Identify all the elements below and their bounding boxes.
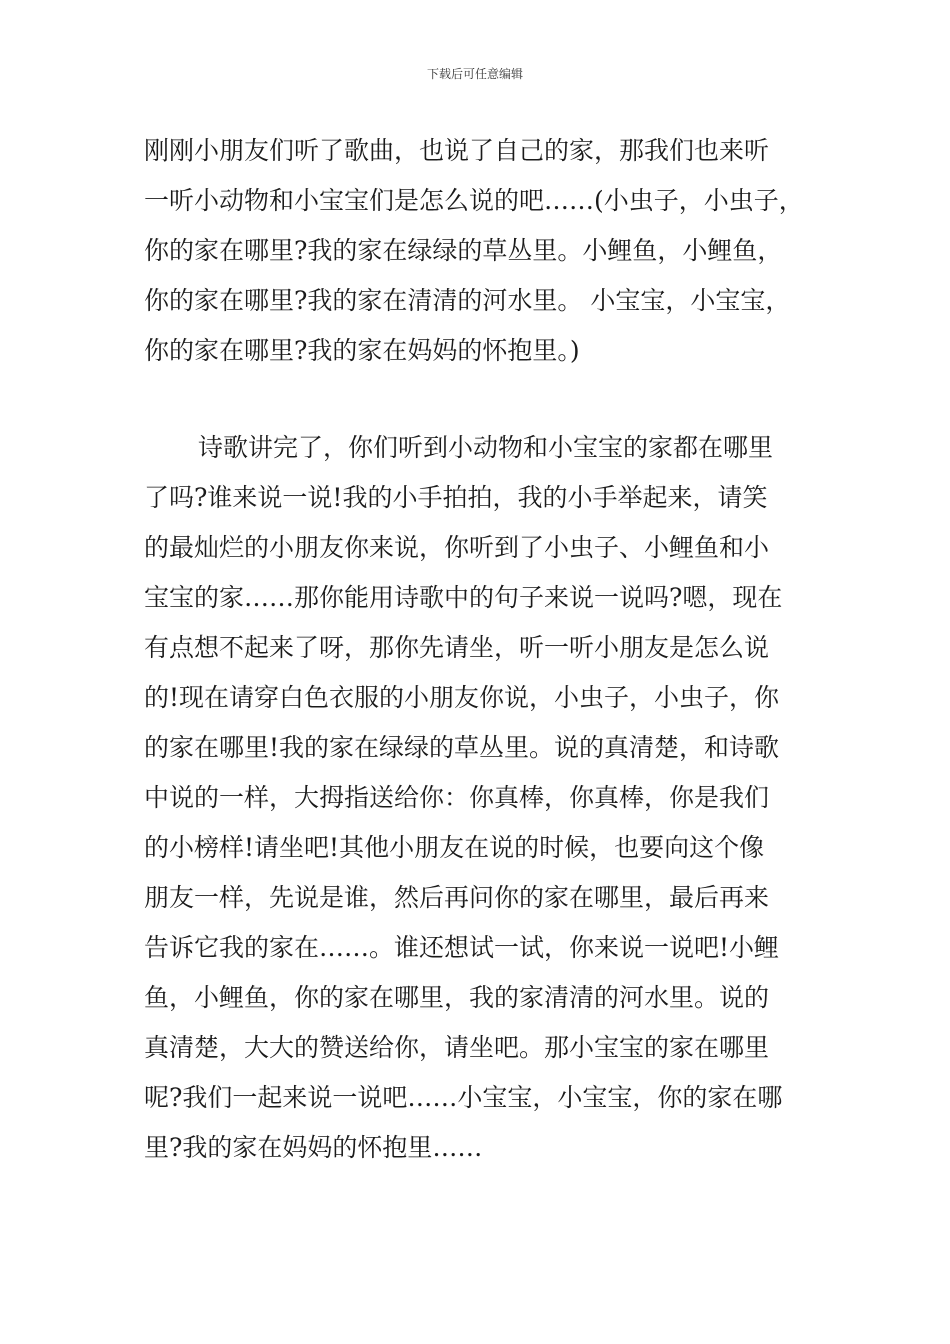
text-line: 的小榜样!请坐吧!其他小朋友在说的时候，也要向这个像 [144, 833, 765, 862]
text-line: 中说的一样，大拇指送给你：你真棒，你真棒，你是我们 [144, 783, 770, 812]
paragraph-1 [144, 126, 824, 376]
text-line: 呢?我们一起来说一说吧……小宝宝，小宝宝，你的家在哪 [144, 1083, 783, 1112]
text-line: 宝宝的家……那你能用诗歌中的句子来说一说吗?嗯，现在 [144, 583, 783, 612]
page-header: 下载后可任意编辑 [426, 67, 523, 81]
text-line: 里?我的家在妈妈的怀抱里…… [144, 1133, 483, 1162]
text-line: 刚刚小朋友们听了歌曲，也说了自己的家，那我们也来听 [144, 136, 770, 165]
text-line: 的最灿烂的小朋友你来说，你听到了小虫子、小鲤鱼和小 [144, 533, 770, 562]
text-line: 你的家在哪里?我的家在清清的河水里。 小宝宝，小宝宝， [144, 286, 791, 315]
text-line: 一听小动物和小宝宝们是怎么说的吧……(小虫子，小虫子， [144, 186, 804, 215]
text-line: 告诉它我的家在……。谁还想试一试，你来说一说吧!小鲤 [144, 933, 780, 962]
text-line: 的!现在请穿白色衣服的小朋友你说，小虫子，小虫子，你 [144, 683, 780, 712]
paragraph-2 [144, 423, 824, 1173]
text-line: 的家在哪里!我的家在绿绿的草丛里。说的真清楚，和诗歌 [144, 733, 780, 762]
text-line: 朋友一样，先说是谁，然后再问你的家在哪里，最后再来 [144, 883, 770, 912]
text-line: 你的家在哪里?我的家在绿绿的草丛里。小鲤鱼，小鲤鱼， [144, 236, 783, 265]
text-line: 鱼，小鲤鱼，你的家在哪里，我的家清清的河水里。说的 [144, 983, 770, 1012]
document-body [144, 126, 824, 1173]
text-line: 了吗?谁来说一说!我的小手拍拍，我的小手举起来，请笑 [144, 483, 768, 512]
text-line: 诗歌讲完了，你们听到小动物和小宝宝的家都在哪里 [198, 433, 774, 462]
text-line: 有点想不起来了呀，那你先请坐，听一听小朋友是怎么说 [144, 633, 770, 662]
text-line: 真清楚，大大的赞送给你，请坐吧。那小宝宝的家在哪里 [144, 1033, 770, 1062]
paragraph-spacer [144, 376, 824, 423]
text-line: 你的家在哪里?我的家在妈妈的怀抱里。) [144, 336, 580, 365]
